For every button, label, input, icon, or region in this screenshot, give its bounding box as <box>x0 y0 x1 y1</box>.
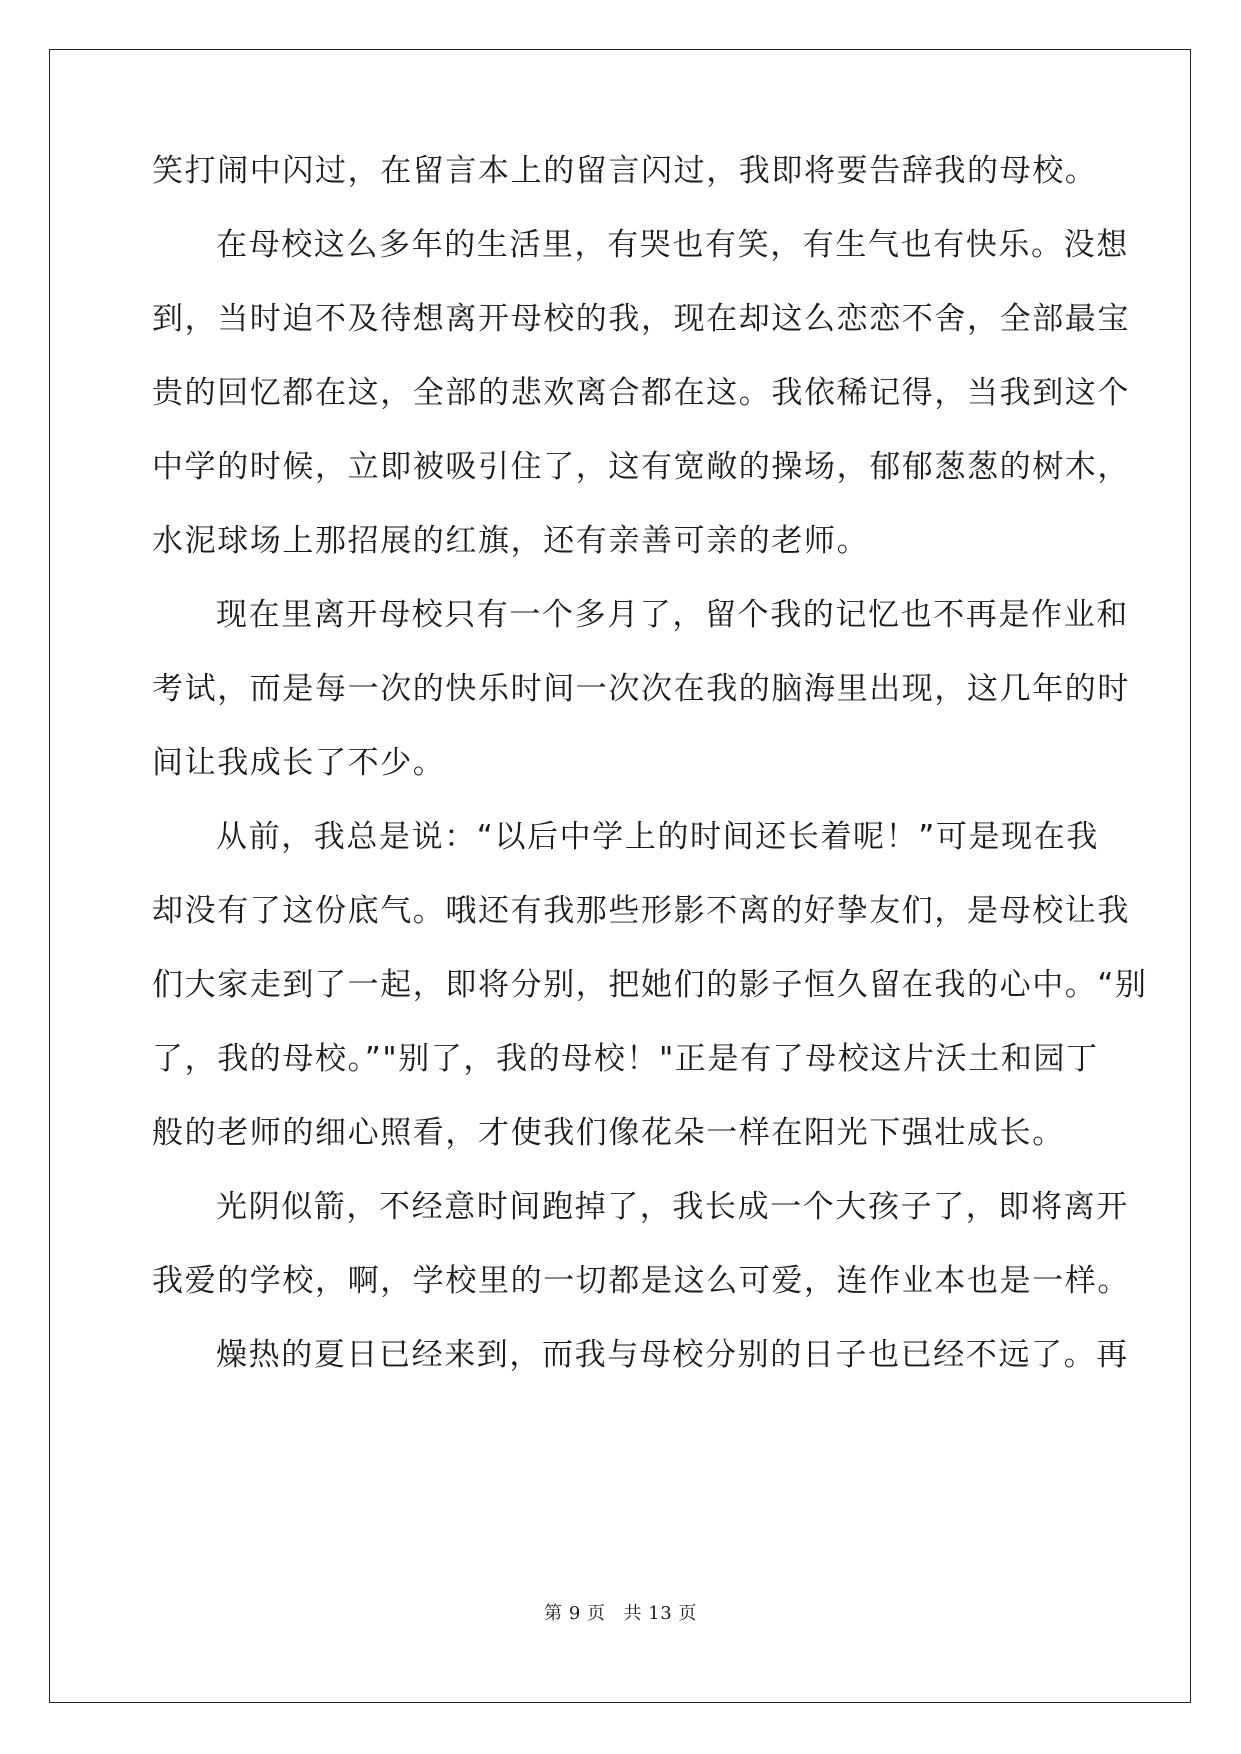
text-line: 中学的时候，立即被吸引住了，这有宽敞的操场，郁郁葱葱的树木， <box>152 449 1130 485</box>
page-number: 第 9 页 <box>544 1603 606 1624</box>
paragraph-first-line: 现在里离开母校只有一个多月了，留个我的记忆也不再是作业和 <box>216 597 1129 633</box>
text-line: 间让我成长了不少。 <box>152 745 446 781</box>
text-line: 般的老师的细心照看，才使我们像花朵一样在阳光下强壮成长。 <box>152 1115 1065 1151</box>
text-line: 水泥球场上那招展的红旗，还有亲善可亲的老师。 <box>152 523 870 559</box>
text-line: 考试，而是每一次的快乐时间一次次在我的脑海里出现，这几年的时 <box>152 671 1130 707</box>
page-border <box>49 49 1191 1703</box>
page-footer <box>0 1602 1241 1626</box>
text-line: 笑打闹中闪过，在留言本上的留言闪过，我即将要告辞我的母校。 <box>152 153 1098 189</box>
text-line: 却没有了这份底气。哦还有我那些形影不离的好挚友们，是母校让我 <box>152 893 1130 929</box>
paragraph-first-line: 光阴似箭，不经意时间跑掉了，我长成一个大孩子了，即将离开 <box>216 1189 1129 1225</box>
text-line: 到，当时迫不及待想离开母校的我，现在却这么恋恋不舍，全部最宝 <box>152 301 1130 337</box>
paragraph-first-line: 燥热的夏日已经来到，而我与母校分别的日子也已经不远了。再 <box>216 1337 1129 1373</box>
page-total: 共 13 页 <box>623 1603 697 1624</box>
text-line: 贵的回忆都在这，全部的悲欢离合都在这。我依稀记得，当我到这个 <box>152 375 1130 411</box>
text-line: 我爱的学校，啊，学校里的一切都是这么可爱，连作业本也是一样。 <box>152 1263 1130 1299</box>
paragraph-first-line: 从前，我总是说：“以后中学上的时间还长着呢！”可是现在我 <box>216 819 1099 855</box>
paragraph-first-line: 在母校这么多年的生活里，有哭也有笑，有生气也有快乐。没想 <box>216 227 1129 263</box>
text-line: 了，我的母校。”"别了，我的母校！"正是有了母校这片沃土和园丁 <box>152 1041 1099 1077</box>
text-line: 们大家走到了一起，即将分别，把她们的影子恒久留在我的心中。“别 <box>152 967 1148 1003</box>
